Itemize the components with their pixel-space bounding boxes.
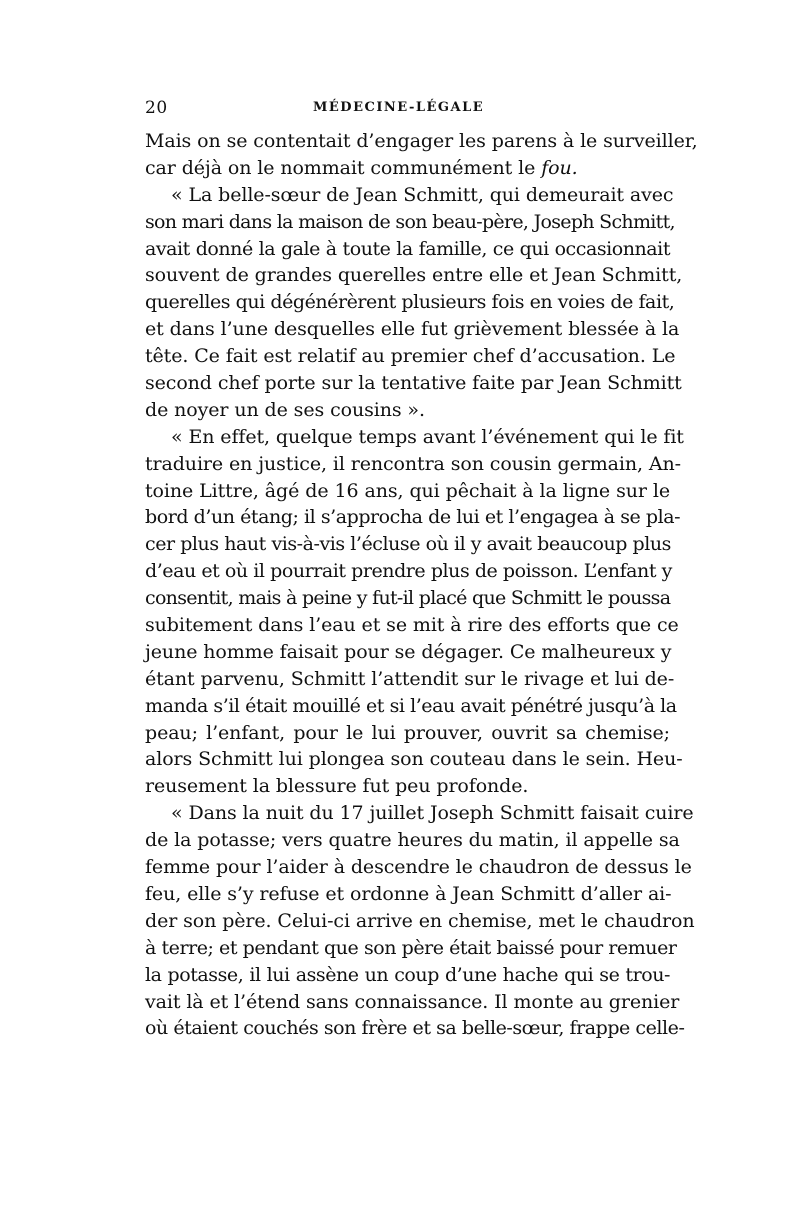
text-line: de noyer un de ses cousins ». <box>145 398 425 421</box>
paragraph-start-line: « En effet, quelque temps avant l’événement qui le fit <box>171 425 684 448</box>
body-text <box>145 128 698 1042</box>
text-line: tête. Ce fait est relatif au premier chef d’accusation. Le <box>145 345 676 368</box>
text-line: étant parvenu, Schmitt l’attendit sur le rivage et lui de- <box>145 667 675 690</box>
text-line: bord d’un étang; il s’approcha de lui et l’engagea à se pla- <box>145 506 681 529</box>
text-line: et dans l’une desquelles elle fut grièvement blessée à la <box>145 318 680 341</box>
text-line-segment: car déjà on le nommait communément le <box>145 156 536 179</box>
italic-word: fou. <box>541 156 578 179</box>
text-line: second chef porte sur la tentative faite par Jean Schmitt <box>145 372 682 395</box>
text-line <box>145 155 670 182</box>
text-line: der son père. Celui-ci arrive en chemise, met le chaudron <box>145 909 695 932</box>
text-line: reusement la blessure fut peu profonde. <box>145 775 529 798</box>
page-header <box>145 98 670 122</box>
text-line: vait là et l’étend sans connaissance. Il monte au grenier <box>145 990 680 1013</box>
text-line: femme pour l’aider à descendre le chaudron de dessus le <box>145 856 692 879</box>
text-line: où étaient couchés son frère et sa belle-sœur, frappe celle- <box>145 1017 685 1040</box>
text-line: jeune homme faisait pour se dégager. Ce malheureux y <box>145 640 672 663</box>
text-line: peau; l’enfant, pour le lui prouver, ouvrit sa chemise; <box>145 721 670 744</box>
text-line: feu, elle s’y refuse et ordonne à Jean Schmitt d’aller ai- <box>145 882 672 905</box>
text-line: souvent de grandes querelles entre elle et Jean Schmitt, <box>145 264 683 287</box>
text-line: Mais on se contentait d’engager les parens à le surveiller, <box>145 130 698 152</box>
text-line: son mari dans la maison de son beau-père, Joseph Schmitt, <box>145 210 675 233</box>
paragraph-start-line: « La belle-sœur de Jean Schmitt, qui demeurait avec <box>171 183 674 206</box>
text-line: consentit, mais à peine y fut-il placé que Schmitt le poussa <box>145 587 671 610</box>
text-line: traduire en justice, il rencontra son cousin germain, An- <box>145 452 681 475</box>
text-line: subitement dans l’eau et se mit à rire des efforts que ce <box>145 614 679 637</box>
text-line: querelles qui dégénérèrent plusieurs fois en voies de fait, <box>145 291 675 314</box>
text-line: la potasse, il lui assène un coup d’une hache qui se trou- <box>145 963 670 986</box>
text-line: à terre; et pendant que son père était baissé pour remuer <box>145 936 677 959</box>
text-line: alors Schmitt lui plongea son couteau dans le sein. Heu- <box>145 748 683 771</box>
text-line: manda s’il était mouillé et si l’eau avait pénétré jusqu’à la <box>145 694 677 717</box>
paragraph-start-line: « Dans la nuit du 17 juillet Joseph Schmitt faisait cuire <box>171 802 694 825</box>
text-line: avait donné la gale à toute la famille, ce qui occasionnait <box>145 237 670 260</box>
text-line: toine Littre, âgé de 16 ans, qui pêchait à la ligne sur le <box>145 479 670 502</box>
text-line: de la potasse; vers quatre heures du matin, il appelle sa <box>145 829 680 852</box>
text-line: d’eau et où il pourrait prendre plus de poisson. L’enfant y <box>145 560 672 583</box>
text-line: cer plus haut vis-à-vis l’écluse où il y avait beaucoup plus <box>145 533 671 556</box>
page-number: 20 <box>145 98 168 118</box>
running-title: MÉDECINE-LÉGALE <box>313 100 485 115</box>
